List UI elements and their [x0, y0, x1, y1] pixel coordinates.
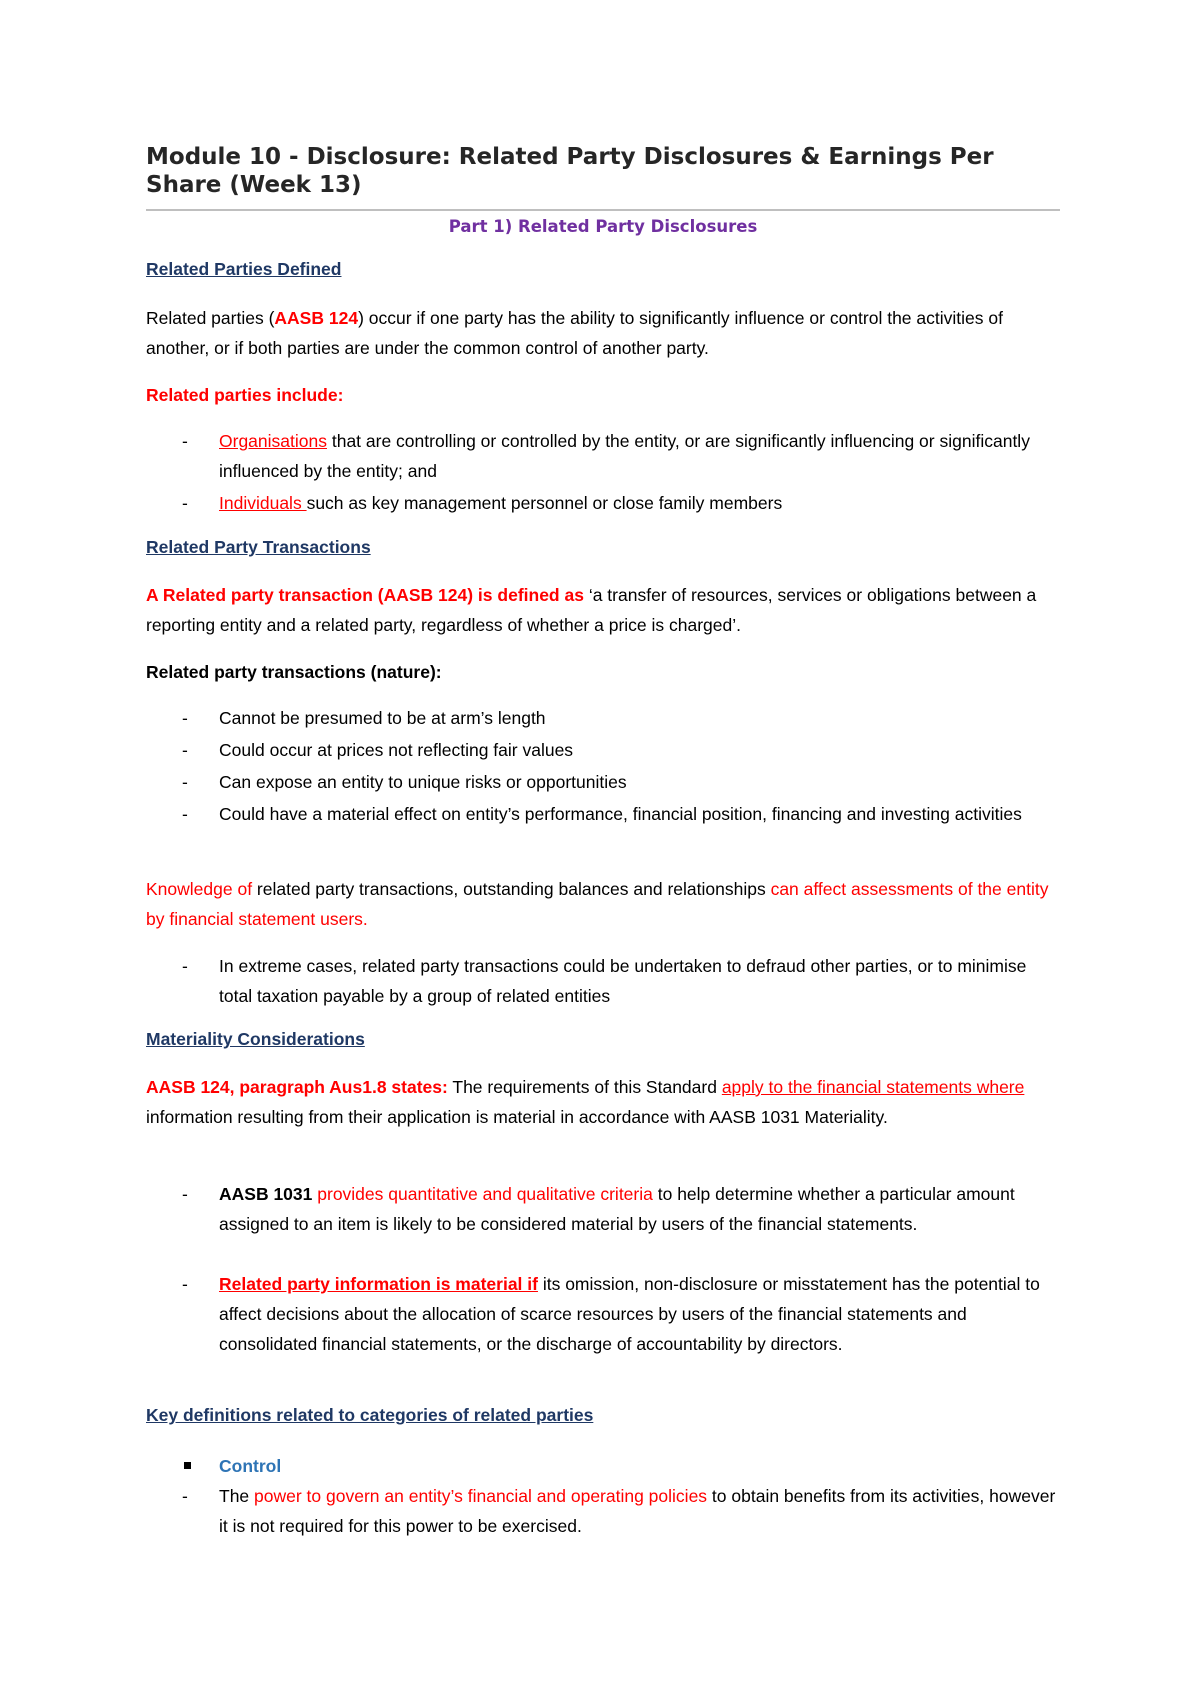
list-item: [182, 767, 1062, 797]
text-run: related party transactions, outstanding balances and relationships: [252, 879, 771, 899]
text-run: apply to the financial statements where: [721, 1077, 1025, 1097]
dash-bullet: -: [182, 1486, 188, 1506]
list-item-text: Cannot be presumed to be at arm’s length: [219, 708, 546, 728]
section-heading-key-definitions: Key definitions related to categories of related parties: [146, 1405, 594, 1425]
list-item-text: Could have a material effect on entity’s performance, financial position, financing and investing activities: [219, 804, 1022, 824]
text-run: can affect assessments of the entity by financial statement users.: [146, 879, 1049, 929]
related-parties-include-label: Related parties include:: [146, 385, 344, 405]
text-run: ‘a transfer of resources, services or obligations between a reporting entity and a related party, regardless of whether a price is charged’.: [146, 585, 1037, 635]
dash-bullet: -: [182, 956, 188, 976]
text-run: power to govern an entity’s financial and operating policies: [254, 1486, 708, 1506]
list-item-text: Could occur at prices not reflecting fair values: [219, 740, 574, 760]
dash-bullet: -: [182, 708, 188, 728]
list-item: [182, 951, 1062, 1011]
text-run: AASB 1031: [219, 1184, 313, 1204]
section-heading-related-parties-defined: Related Parties Defined: [146, 259, 342, 279]
dash-bullet: -: [182, 1184, 188, 1204]
text-run: information resulting from their application is material in accordance with AASB 1031 Materiality.: [146, 1107, 888, 1127]
list-item: [182, 703, 1062, 733]
dash-bullet: -: [182, 431, 188, 451]
text-run: provides quantitative and qualitative criteria: [312, 1184, 653, 1204]
dash-bullet: -: [182, 493, 188, 513]
organisations-term: Organisations: [219, 431, 327, 451]
dash-bullet: -: [182, 772, 188, 792]
page-title: Module 10 - Disclosure: Related Party Disclosures & Earnings Per Share (Week 13): [146, 144, 994, 198]
list-item: [182, 1481, 1062, 1541]
list-item: [182, 488, 1062, 518]
dash-bullet: -: [182, 1274, 188, 1294]
list-item: [182, 1179, 1062, 1239]
part-heading: Part 1) Related Party Disclosures: [448, 217, 758, 236]
text-run: ) occur if one party has the ability to significantly influence or control the activities of another, or if both parties are under the common control of another party.: [146, 308, 1003, 358]
paragraph-knowledge: [146, 874, 1062, 934]
text-run: to help determine whether a particular amount assigned to an item is likely to be considered material by users of the financial statements.: [219, 1184, 1015, 1234]
list-item-text: Can expose an entity to unique risks or opportunities: [219, 772, 627, 792]
list-item: [182, 426, 1062, 486]
text-run: The: [219, 1486, 255, 1506]
aasb-124-ref: AASB 124: [274, 308, 359, 328]
dash-bullet: -: [182, 804, 188, 824]
definition-lead: A Related party transaction (AASB 124) is defined as: [146, 585, 584, 605]
text-run: Related parties (: [146, 308, 275, 328]
text-run: Related party information is material if: [219, 1274, 538, 1294]
text-run: that are controlling or controlled by the entity, or are significantly influencing or significantly influenced by the entity; and: [219, 431, 1030, 481]
section-heading-materiality: Materiality Considerations: [146, 1029, 365, 1049]
list-item: [182, 1269, 1062, 1359]
list-item-text: In extreme cases, related party transactions could be undertaken to defraud other parties, or to minimise total taxation payable by a group of related entities: [219, 956, 1027, 1006]
text-run: AASB 124, paragraph Aus1.8 states:: [146, 1077, 448, 1097]
text-run: such as key management personnel or close family members: [306, 493, 783, 513]
text-run: to obtain benefits from its activities, however it is not required for this power to be exercised.: [219, 1486, 1056, 1536]
dash-bullet: -: [182, 740, 188, 760]
section-heading-related-party-transactions: Related Party Transactions: [146, 537, 371, 557]
paragraph-related-parties: [146, 303, 1062, 363]
individuals-term: Individuals: [219, 493, 307, 513]
square-bullet-icon: [184, 1462, 191, 1469]
title-divider: [146, 209, 1060, 211]
control-term: Control: [219, 1456, 282, 1476]
text-run: its omission, non-disclosure or misstatement has the potential to affect decisions about the allocation of scarce resources by users of the financial statements and consolidated financial statements, or the discharge of accountability by directors.: [219, 1274, 1040, 1354]
text-run: The requirements of this Standard: [447, 1077, 722, 1097]
paragraph-transaction-definition: [146, 580, 1062, 640]
paragraph-aasb-124-aus: [146, 1072, 1062, 1132]
text-run: Knowledge of: [146, 879, 253, 899]
list-item: [182, 799, 1062, 829]
list-item: [182, 735, 1062, 765]
list-item-control: [182, 1451, 1062, 1481]
nature-label: Related party transactions (nature):: [146, 662, 442, 682]
